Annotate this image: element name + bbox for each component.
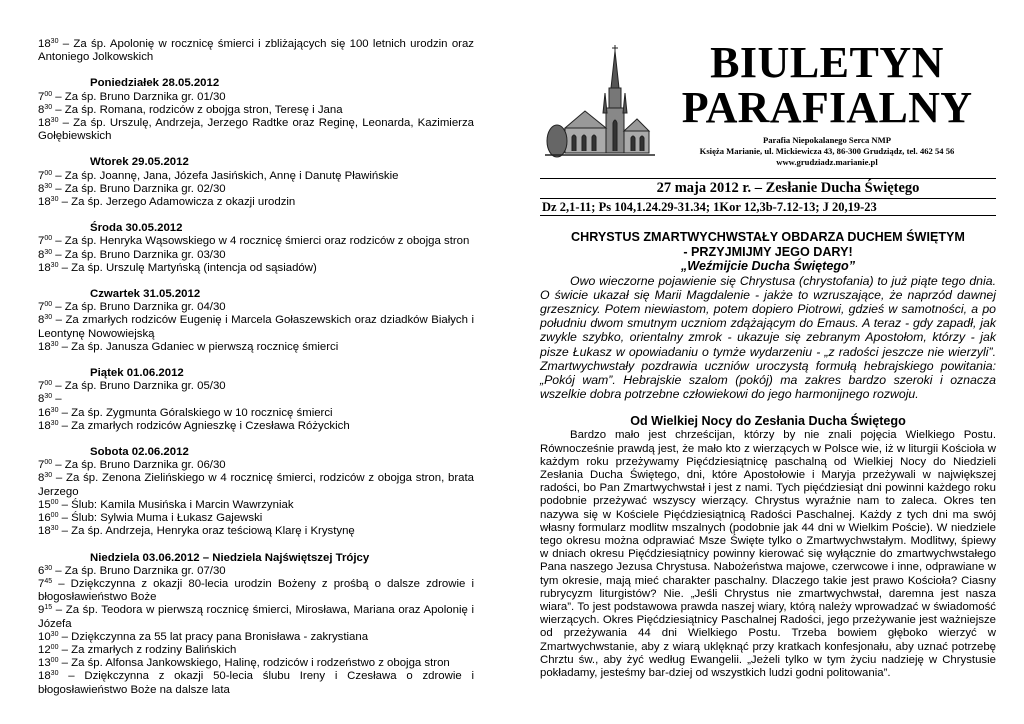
mass-intention-text: – Za śp. Bruno Darznika gr. 04/30 [52, 301, 226, 314]
article2-headline: Od Wielkiej Nocy do Zesłania Ducha Świętego [630, 414, 906, 429]
mass-time-minutes: 30 [50, 670, 59, 678]
mass-intention-text: – Za zmarłych rodziców Eugenię i Marcela Gołaszewskich oraz dziadków Białych i Leontynę Nowowiejską [38, 314, 474, 340]
mass-time-hour: 8 [38, 182, 45, 195]
mass-intention-entry [38, 170, 474, 183]
mass-intention-text: – Za śp. Teodora w pierwszą rocznicę śmierci, Mirosława, Mariana oraz Apolonię i Józefa [38, 604, 474, 630]
mass-intention-text: – Za śp. Apolonię w rocznicę śmierci i zbliżających się 100 letnich urodzin oraz Antoniego Jolkowskich [38, 38, 474, 64]
mass-time-minutes: 00 [50, 643, 59, 651]
mass-time-hour: 6 [38, 564, 45, 577]
mass-time-minutes: 30 [44, 393, 53, 401]
mass-time-hour: 7 [38, 90, 45, 103]
mass-time-minutes: 30 [44, 314, 53, 322]
parish-address: Księża Marianie, ul. Mickiewicza 43, 86-300 Grudziądz, tel. 462 54 56 [699, 146, 955, 156]
bulletin-title-line2: PARAFIALNY [681, 83, 973, 132]
day-heading: Piątek 01.06.2012 [90, 367, 184, 380]
mass-intention-entry [38, 393, 474, 406]
mass-time-hour: 7 [38, 459, 45, 472]
mass-time-hour: 18 [38, 196, 51, 209]
article1-body: Owo wieczorne pojawienie się Chrystusa (chrystofania) to już piąte tego dnia. O świcie ukazał się Marii Magdalenie - jakże to wzruszające, że naprzód dawnej grzesznicy. Potem niewiastom, potem dopiero Piotrowi, gdzieś w samotności, a po południu dwom smutnym uczniom zdążającym do Emaus. A teraz - gdy zapadł, jak zwykle szybko, orientalny zmrok - ukazuje się zebranym Apostołom, którzy - jak pisze Łukasz w opowiadaniu o tymże wydarzeniu - „z radości jeszcze nie wierzyli”. Zmartwychwstały pozdrawia uczniów uroczystą formułą hebrajskiego powitania: „Pokój wam”. Hebrajskie szalom (pokój) ma zakres bardzo szeroki i oznacza wszelkie dobra potrzebne człowiekowi do jego harmonijnego rozwoju. [540, 273, 996, 402]
mass-intention-entry [38, 341, 474, 354]
mass-time-hour: 16 [38, 512, 51, 525]
mass-time-hour: 8 [38, 103, 45, 116]
mass-intention-text: – Za śp. Bruno Darznika gr. 06/30 [52, 459, 226, 472]
mass-intention-entry [38, 578, 474, 604]
mass-time-minutes: 30 [50, 340, 59, 348]
mass-time-minutes: 15 [44, 604, 53, 612]
mass-time-hour: 15 [38, 498, 51, 511]
mass-intention-entry [38, 644, 474, 657]
mass-time-hour: 13 [38, 657, 51, 670]
mass-intention-entry [38, 472, 474, 498]
mass-intention-text: – Ślub: Kamila Musińska i Marcin Wawrzyniak [58, 498, 294, 511]
day-heading: Sobota 02.06.2012 [90, 446, 189, 459]
mass-time-minutes: 30 [50, 630, 59, 638]
mass-intention-entry [38, 183, 474, 196]
mass-intentions-column [38, 38, 474, 697]
mass-intention-entry [38, 301, 474, 314]
masthead [658, 40, 996, 168]
mass-intention-text: – Za śp. Alfonsa Jankowskiego, Halinę, rodziców i rodzeństwo z obojga stron [58, 657, 450, 670]
mass-intention-entry [38, 459, 474, 472]
mass-intention-entry [38, 196, 474, 209]
mass-intention-text: – Za śp. Joannę, Jana, Józefa Jasińskich, Annę i Danutę Pławińskie [52, 169, 399, 182]
mass-intention-text: – Za śp. Bruno Darznika gr. 01/30 [52, 90, 226, 103]
mass-time-hour: 7 [38, 169, 45, 182]
mass-time-minutes: 00 [50, 512, 59, 520]
day-heading: Środa 30.05.2012 [90, 222, 183, 235]
mass-intention-text: – Za śp. Romana, rodziców z obojga stron, Teresę i Jana [52, 103, 343, 116]
mass-time-hour: 18 [38, 261, 51, 274]
mass-time-minutes: 30 [50, 261, 59, 269]
day-heading: Poniedziałek 28.05.2012 [90, 77, 220, 90]
mass-intention-entry [38, 525, 474, 538]
mass-intention-entry [38, 262, 474, 275]
mass-intention-text: – Za śp. Andrzeja, Henryka oraz teściową Klarę i Krystynę [58, 525, 355, 538]
mass-intention-entry [38, 117, 474, 143]
mass-intention-entry [38, 407, 474, 420]
mass-time-minutes: 00 [44, 90, 53, 98]
church-icon [545, 43, 655, 163]
mass-time-minutes: 30 [50, 196, 59, 204]
issue-date: 27 maja 2012 r. – Zesłanie Ducha Świętego [656, 180, 920, 196]
mass-intention-entry [38, 249, 474, 262]
mass-time-minutes: 30 [44, 472, 53, 480]
mass-time-minutes: 30 [44, 564, 53, 572]
mass-time-minutes: 00 [50, 657, 59, 665]
mass-time-hour: 9 [38, 604, 45, 617]
mass-intention-entry [38, 631, 474, 644]
mass-time-minutes: 00 [44, 235, 53, 243]
mass-intention-text: – Za śp. Zygmunta Góralskiego w 10 rocznicę śmierci [58, 406, 333, 419]
mass-intention-text: – Dziękczynna z okazji 80-lecia urodzin Bożeny z prośbą o dalsze zdrowie i błogosławieństwo Boże [38, 577, 474, 604]
mass-intention-entry [38, 104, 474, 117]
mass-time-minutes: 00 [44, 169, 53, 177]
mass-intention-entry [38, 670, 474, 696]
parish-name: Parafia Niepokalanego Serca NMP [762, 135, 891, 145]
article1-headline-line1: CHRYSTUS ZMARTWYCHWSTAŁY OBDARZA DUCHEM ŚWIĘTYM [571, 230, 965, 244]
mass-intention-entry [38, 235, 474, 248]
mass-time-hour: 18 [38, 525, 51, 538]
mass-time-hour: 7 [38, 235, 45, 248]
mass-intention-entry [38, 512, 474, 525]
day-heading: Czwartek 31.05.2012 [90, 288, 201, 301]
mass-intention-text: – Dziękczynna z okazji 50-lecia ślubu Ireny i Czesława o zdrowie i błogosławieństwo Boże na dalsze lata [38, 670, 474, 696]
mass-time-hour: 10 [38, 630, 51, 643]
mass-intention-text: – Za śp. Zenona Zielińskiego w 4 rocznicę śmierci, rodziców z obojga stron, brata Jerzego [38, 472, 474, 498]
mass-time-minutes: 30 [44, 103, 53, 111]
mass-time-minutes: 30 [50, 406, 59, 414]
mass-time-hour: 8 [38, 248, 45, 261]
readings: Dz 2,1-11; Ps 104,1.24.29-31.34; 1Kor 12,3b-7.12-13; J 20,19-23 [540, 198, 996, 215]
mass-intention-entry [38, 657, 474, 670]
mass-time-minutes: 30 [50, 525, 59, 533]
mass-intention-text: – Ślub: Sylwia Muma i Łukasz Gajewski [58, 512, 263, 525]
article1-subtitle: „Weźmijcie Ducha Świętego” [680, 259, 856, 273]
mass-intention-entry [38, 565, 474, 578]
mass-intention-text: – Za śp. Urszulę, Andrzeja, Jerzego Radtke oraz Reginę, Leonarda, Kazimierza Gołębiewskich [38, 117, 474, 143]
mass-intention-text: – Za śp. Bruno Darznika gr. 07/30 [52, 564, 226, 577]
mass-intention-entry [38, 380, 474, 393]
mass-time-hour: 7 [38, 301, 45, 314]
mass-intention-text: – Za zmarłych rodziców Agnieszkę i Czesława Różyckich [58, 419, 350, 432]
mass-time-hour: 18 [38, 38, 51, 50]
mass-time-minutes: 00 [44, 301, 53, 309]
mass-time-hour: 18 [38, 117, 51, 130]
articles [540, 230, 996, 680]
day-heading: Wtorek 29.05.2012 [90, 156, 189, 169]
mass-time-minutes: 30 [44, 248, 53, 256]
mass-intention-text: – Za zmarłych z rodziny Balińskich [58, 643, 237, 656]
mass-intention-entry [38, 314, 474, 340]
mass-time-minutes: 00 [44, 380, 53, 388]
mass-time-minutes: 30 [50, 38, 59, 45]
article1-headline-line2: - PRZYJMIJMY JEGO DARY! [683, 244, 853, 259]
mass-time-minutes: 00 [44, 459, 53, 467]
mass-intention-entry [38, 499, 474, 512]
mass-intention-entry [38, 420, 474, 433]
mass-intention-text: – Za śp. Bruno Darznika gr. 02/30 [52, 182, 226, 195]
mass-intention-text: – Za śp. Henryka Wąsowskiego w 4 rocznicę śmierci oraz rodziców z obojga stron [52, 235, 470, 248]
mass-time-hour: 18 [38, 670, 51, 683]
mass-time-minutes: 00 [50, 498, 59, 506]
mass-intention-text: – Dziękczynna za 55 lat pracy pana Bronisława - zakrystiana [58, 630, 369, 643]
mass-time-hour: 8 [38, 314, 45, 327]
parish-website: www.grudziadz.marianie.pl [776, 157, 878, 167]
bulletin-title-line1: BIULETYN [710, 38, 944, 87]
mass-time-hour: 18 [38, 419, 51, 432]
mass-time-hour: 8 [38, 393, 45, 406]
mass-time-hour: 8 [38, 472, 45, 485]
mass-intention-entry [38, 604, 474, 630]
dateline [540, 178, 996, 216]
mass-time-minutes: 30 [50, 419, 59, 427]
mass-time-hour: 16 [38, 406, 51, 419]
mass-intention-text: – Za śp. Bruno Darznika gr. 05/30 [52, 380, 226, 393]
mass-time-minutes: 30 [44, 182, 53, 190]
article2-body: Bardzo mało jest chrześcijan, którzy by nie znali pojęcia Wielkiego Postu. Równocześnie prawdą jest, że mało kto z wierzących w Polsce wie, iż w liturgii Kościoła w każdym roku przeżywamy Pięćdziesiątnicę paschalną od Wielkiej Nocy do Niedzieli Zesłania Ducha Świętego, dni, które Apostołowie i Maryja przeżywali w największej radości, bo Pan Zmartwychwstał i jest z nami. Tych pięćdziesiąt dni powinni każdego roku podobnie przeżywać wszyscy wierzący. Chrystus wyraźnie nam to zaleca. Okres ten nazywa się w Kościele Pięćdziesiątnicą Radości Paschalnej. Każdy z tych dni ma swój własny formularz modlitw mszalnych (podobnie jak 44 dni w Wielkim Poście). W niedziele tego okresu można odprawiać Msze Święte tylko o Zmartwychwstałym. Modlitwy, śpiewy w dniach okresu Pięćdziesiątnicy powinny kierować się wyłącznie do zmartwychwstałego Pana naszego Jezusa Chrystusa. Nabożeństwa majowe, czerwcowe i inne, odprawiane w tym okresie, mają mieć charakter paschalny. Dlaczego takie jest prawo Kościoła? Ciasny rubrycyzm liturgistów? Nie. „Jeśli Chrystus nie zmartwychwstał, daremna jest nasza wiara”. To jest podstawowa prawda naszej wiary, którą należy wprowadzać w świadomość wierzących. Okres Pięćdziesiątnicy Paschalnej Radości, jego przeżywanie jest ważniejsze od przeżywania 44 dni Wielkiego Postu. Trzeba bowiem głęboko wierzyć w Zmartwychwstanie, aby z wiarą uklęknąć przy kratkach konfesjonału, aby uznać potrzebę Chrztu św., aby żyć według Ewangelii. „Jeżeli tylko w tym życiu nadzieję w Chrystusie pokładamy, jesteśmy bar-dziej od wszystkich ludzi godni politowania”. [540, 429, 996, 679]
mass-intention-text: – Za śp. Bruno Darznika gr. 03/30 [52, 248, 226, 261]
mass-intention-text: – [52, 393, 62, 406]
mass-time-hour: 7 [38, 380, 45, 393]
mass-time-hour: 18 [38, 340, 51, 353]
mass-time-hour: 7 [38, 577, 45, 590]
mass-intention-text: – Za śp. Urszulę Martyńską (intencja od sąsiadów) [58, 261, 317, 274]
mass-intention-text: – Za śp. Janusza Gdaniec w pierwszą rocznicę śmierci [58, 340, 339, 353]
mass-intention-entry [38, 91, 474, 104]
mass-time-minutes: 45 [44, 577, 53, 585]
mass-time-hour: 12 [38, 643, 51, 656]
mass-intention-entry [38, 38, 474, 64]
mass-time-minutes: 30 [50, 117, 59, 125]
mass-intention-text: – Za śp. Jerzego Adamowicza z okazji urodzin [58, 196, 296, 209]
day-heading: Niedziela 03.06.2012 – Niedziela Najświętszej Trójcy [90, 551, 370, 564]
